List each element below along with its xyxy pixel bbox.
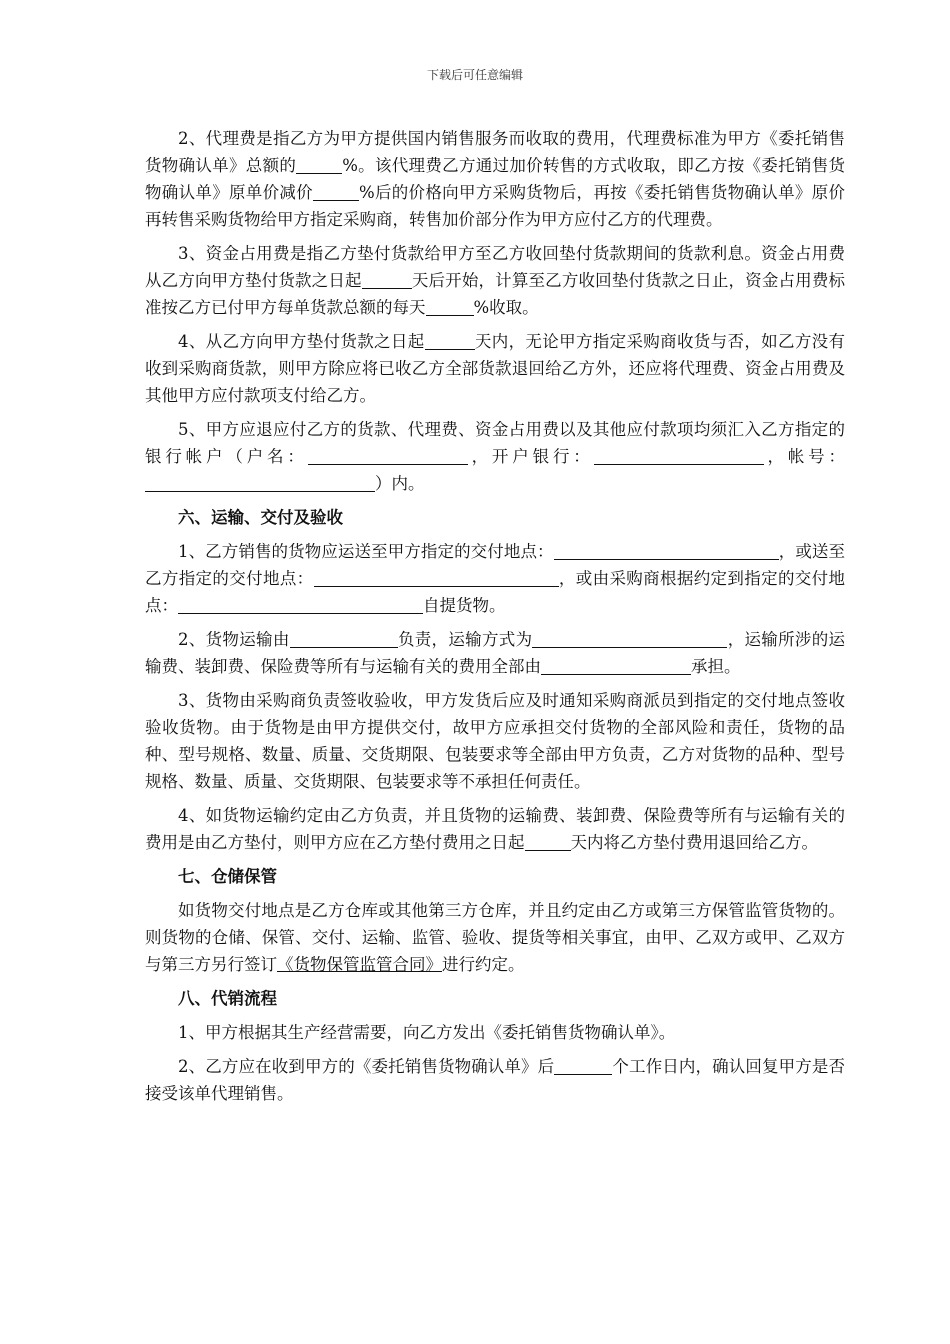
- paragraph-acceptance: 3、货物由采购商负责签收验收，甲方发货后应及时通知采购商派员到指定的交付地点签收验收货物。由于货物是由甲方提供交付，故甲方应承担交付货物的全部风险和责任，货物的品种、型号规格、数量、质量、交货期限、包装要求等全部由甲方负责，乙方对货物的品种、型号规格、数量、质量、交货期限、包装要求等不承担任何责任。: [145, 691, 845, 791]
- paragraph-process-step-1: 1、甲方根据其生产经营需要，向乙方发出《委托销售货物确认单》。: [178, 1023, 676, 1042]
- paragraph-process-step-2: 2、乙方应在收到甲方的《委托销售货物确认单》后 个工作日内，确认回复甲方是否接受该单代理销售。: [145, 1057, 845, 1103]
- paragraph-refund-term: 4、从乙方向甲方垫付货款之日起 天内，无论甲方指定采购商收货与否，如乙方没有收到采购商货款，则甲方除应将已收乙方全部货款退回给乙方外，还应将代理费、资金占用费及其他甲方应付款项支付给乙方。: [145, 332, 846, 405]
- paragraph-delivery-location: 1、乙方销售的货物应运送至甲方指定的交付地点： ，或送至乙方指定的交付地点： ，或由采购商根据约定到指定的交付地点： 自提货物。: [145, 542, 846, 615]
- blank-field[interactable]: [296, 154, 342, 174]
- section-heading-transport: 六、运输、交付及验收: [178, 508, 343, 527]
- paragraph-storage: 如货物交付地点是乙方仓库或其他第三方仓库，并且约定由乙方或第三方保管监管货物的。则货物的仓储、保管、交付、运输、监管、验收、提货等相关事宜，由甲、乙双方或甲、乙双方与第三方另行签订《货物保管监管合同》进行约定。: [145, 901, 845, 974]
- blank-field[interactable]: [525, 831, 571, 851]
- blank-field[interactable]: [426, 296, 474, 316]
- blank-field[interactable]: [532, 628, 727, 648]
- blank-field[interactable]: [425, 330, 475, 350]
- blank-field[interactable]: [554, 540, 779, 560]
- paragraph-bank-account: 5、甲方应退应付乙方的货款、代理费、资金占用费以及其他应付款项均须汇入乙方指定的银行帐户（户名： ，开户银行： ，帐号：）内。: [145, 420, 846, 493]
- section-heading-storage: 七、仓储保管: [178, 867, 277, 886]
- blank-field[interactable]: [362, 269, 412, 289]
- blank-field[interactable]: [178, 594, 423, 614]
- blank-field[interactable]: [554, 1055, 612, 1075]
- account-name-field[interactable]: [308, 445, 468, 465]
- blank-field[interactable]: [314, 567, 559, 587]
- paragraph-transport-method: 2、货物运输由 负责，运输方式为 ，运输所涉的运输费、装卸费、保险费等所有与运输有关的费用全部由 承担。: [145, 630, 846, 676]
- account-number-field[interactable]: [145, 472, 375, 492]
- bank-name-field[interactable]: [594, 445, 764, 465]
- blank-field[interactable]: [313, 181, 359, 201]
- paragraph-transport-costs: 4、如货物运输约定由乙方负责，并且货物的运输费、装卸费、保险费等所有与运输有关的费用是由乙方垫付，则甲方应在乙方垫付费用之日起 天内将乙方垫付费用退回给乙方。: [145, 806, 845, 852]
- page-header: 下载后可任意编辑: [426, 68, 523, 82]
- storage-contract-reference: 《货物保管监管合同》: [277, 955, 442, 974]
- document-body: [145, 125, 845, 1114]
- paragraph-agency-fee: 2、代理费是指乙方为甲方提供国内销售服务而收取的费用，代理费标准为甲方《委托销售货物确认单》总额的 %。该代理费乙方通过加价转售的方式收取，即乙方按《委托销售货物确认单》原单价减价 %后的价格向甲方采购货物后，再按《委托销售货物确认单》原价再转售采购货物给甲方指定采购商，转售加价部分作为甲方应付乙方的代理费。: [145, 129, 845, 229]
- blank-field[interactable]: [290, 628, 398, 648]
- section-heading-process: 八、代销流程: [178, 989, 277, 1008]
- blank-field[interactable]: [541, 655, 691, 675]
- paragraph-capital-fee: 3、资金占用费是指乙方垫付货款给甲方至乙方收回垫付货款期间的货款利息。资金占用费从乙方向甲方垫付货款之日起 天后开始，计算至乙方收回垫付货款之日止，资金占用费标准按乙方已付甲方每单货款总额的每天 %收取。: [145, 244, 846, 317]
